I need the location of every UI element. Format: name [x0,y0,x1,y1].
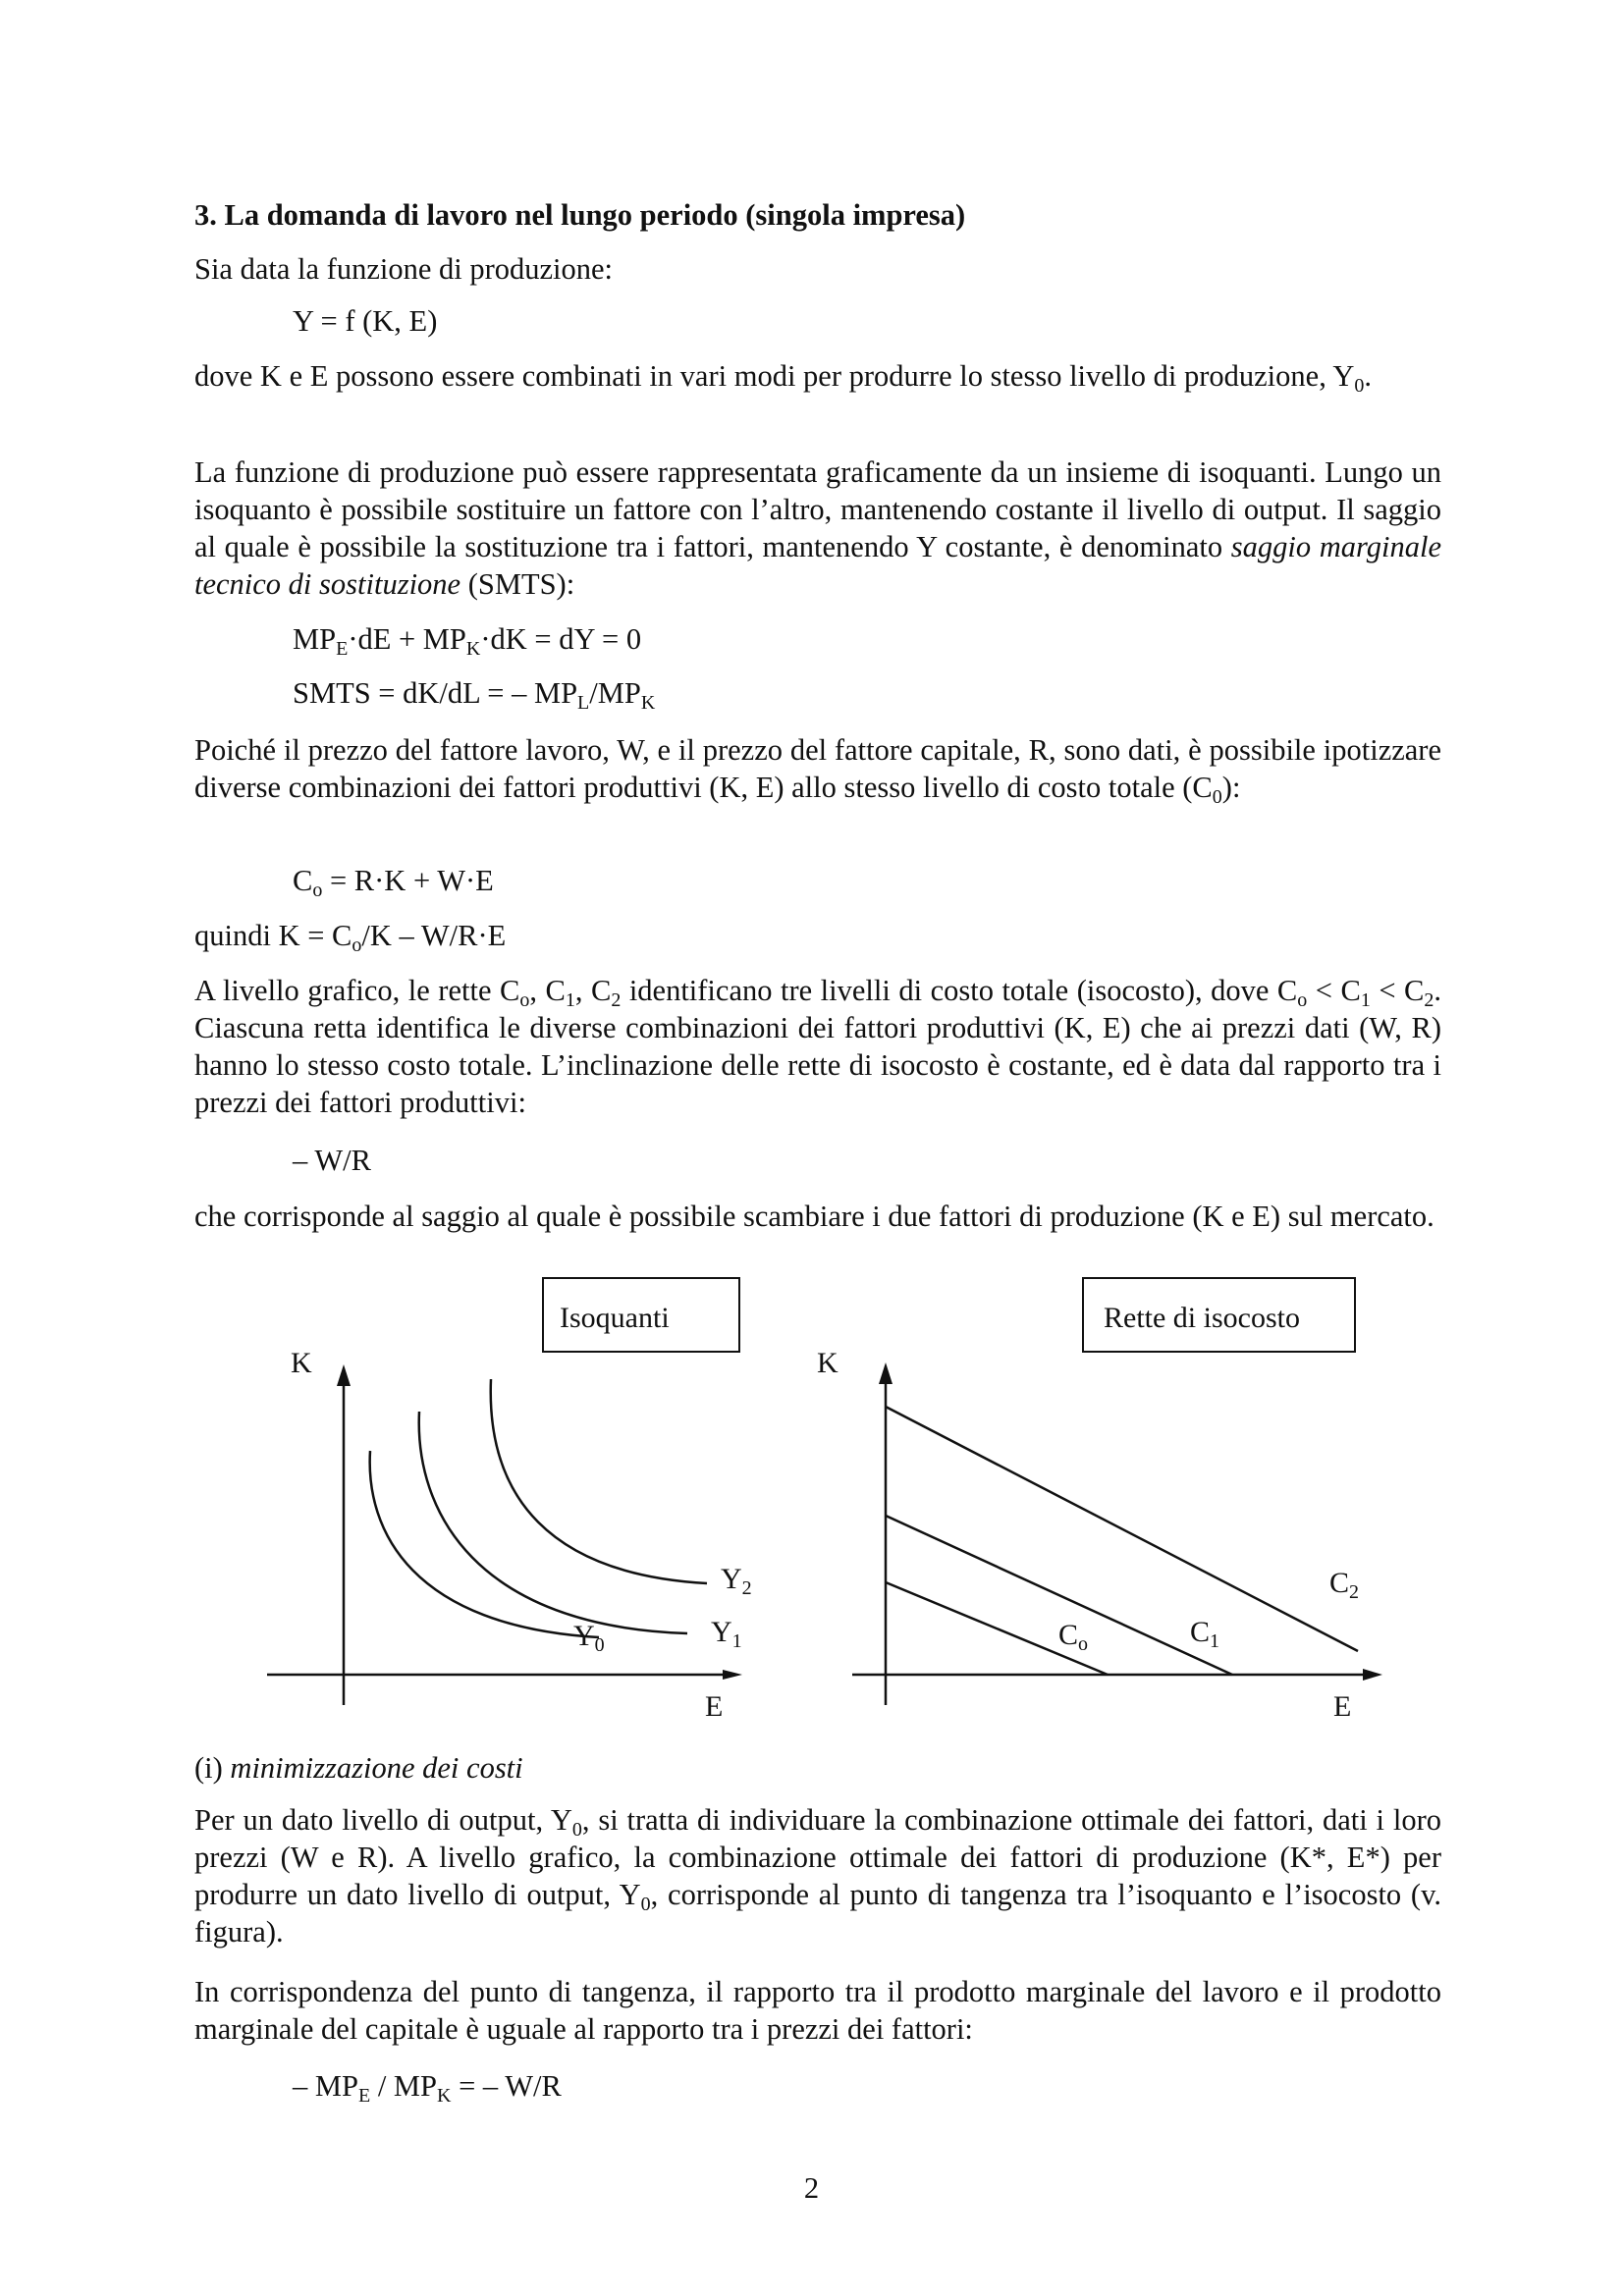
equation-price-ratio: – W/R [293,1144,371,1177]
isocost-label-c0: $C_o$ [1058,1619,1089,1655]
isocost-x-arrow [1363,1669,1382,1681]
isoquant-label-y2: $Y_2$ [721,1563,752,1599]
isoquants-title: Isoquanti [560,1302,670,1334]
isoquants-y-arrow [337,1364,351,1386]
equation-marginal-products: $MP_E\cdot dE + MP_K\cdot dK$ = dY = 0 [293,622,642,660]
equation-capital: quindi $K = C_o/K - W/R\cdot E$ [194,919,507,956]
isoquant-label-y1: $Y_1$ [711,1616,742,1652]
paragraph-isoquants: La funzione di produzione può essere rappresentata graficamente da un insieme di isoquanti. Lungo un isoquanto è possibile sostituire un fattore con l’altro, mantenendo costante il livello di output. Il saggio al quale è possibile la sostituzione tra i fattori, mantenendo Y costante, è denominato saggio marginale tecnico di sostituzione (SMTS): [194,455,1442,601]
isoquant-label-y0: $Y_0$ [573,1620,605,1656]
paragraph-isocost-lines: A livello grafico, le rette $C_o$, $C_1$, $C_2$ identificano tre livelli di costo totale (isocosto), dove $C_o < C_1 < C_2$. Ciascuna retta identifica le diverse combinazioni dei fattori produttivi (K, E) che ai prezzi dati (W, R) hanno lo stesso costo totale. L’inclinazione delle rette di isocosto è costante, ed è data dal rapporto tra i prezzi dei fattori produttivi: [194,974,1442,1119]
isoquant-curve-y1 [419,1412,687,1633]
isocost-line-c2 [886,1407,1358,1651]
section-title: 3. La domanda di lavoro nel lungo periodo (singola impresa) [194,198,966,232]
isoquants-x-arrow [723,1670,742,1680]
paragraph-optimal-combination: Per un dato livello di output, $Y_0$, si tratta di individuare la combinazione ottimale dei fattori, dati i loro prezzi (W e R). A livello grafico, la combinazione ottimale dei fattori di produzione (K*, E*) per produrre un dato livello di output, $Y_0$, corrisponde al punto di tangenza tra l’isoquanto e l’isocosto (v. figura). [194,1803,1441,1949]
equation-tangency-condition: – $MP_E / MP_K$ = – W/R [293,2069,562,2107]
paragraph-combinations: dove K e E possono essere combinati in vari modi per produrre lo stesso livello di produzione, $Y_0$. [194,359,1372,397]
isocost-label-c1: $C_1$ [1190,1616,1220,1652]
figure-isoquants-isocost [0,1266,1623,1728]
equation-production-function: Y = f (K, E) [293,304,438,338]
paragraph-market-exchange: che corrisponde al saggio al quale è possibile scambiare i due fattori di produzione (K e E) sul mercato. [194,1200,1434,1233]
equation-smts: SMTS = dK/dL = – $MP_L/MP_K$ [293,676,656,714]
isocost-label-c2: $C_2$ [1329,1567,1360,1603]
isoquants-y-axis-label: K [291,1347,312,1379]
isocost-y-axis-label: K [817,1347,839,1379]
isoquants-x-axis-label: E [705,1690,724,1723]
equation-total-cost: $C_o = R\cdot K + W\cdot E$ [293,864,494,901]
isoquant-curve-y2 [491,1379,707,1583]
paragraph-tangency: In corrispondenza del punto di tangenza, il rapporto tra il prodotto marginale del lavoro e il prodotto marginale del capitale è uguale al rapporto tra i prezzi dei fattori: [194,1975,1441,2046]
isocost-x-axis-label: E [1333,1690,1352,1723]
paragraph-intro: Sia data la funzione di produzione: [194,252,614,286]
page-number: 2 [803,2171,820,2205]
isocost-y-arrow [879,1362,893,1384]
isocost-title: Rette di isocosto [1104,1302,1300,1334]
paragraph-factor-prices: Poiché il prezzo del fattore lavoro, W, e il prezzo del fattore capitale, R, sono dati, è possibile ipotizzare diverse combinazioni dei fattori produttivi (K, E) allo stesso livello di costo totale $(C_0)$: [194,733,1441,808]
subheading-cost-minimization: (i) minimizzazione dei costi [194,1751,523,1785]
